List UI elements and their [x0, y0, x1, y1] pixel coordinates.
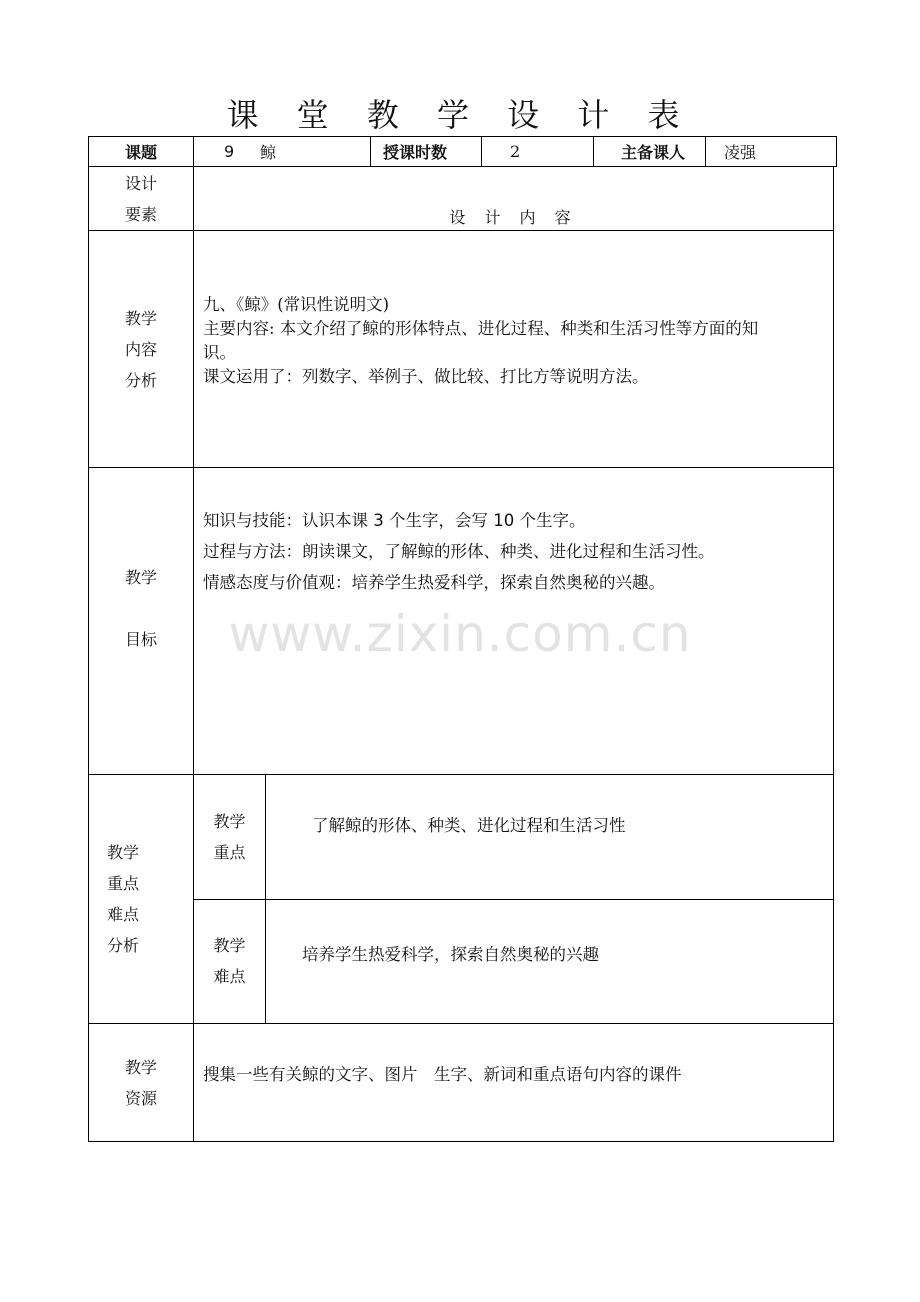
resources-row — [89, 1023, 833, 1141]
design-heading-row — [89, 167, 833, 230]
content-analysis-row — [89, 230, 833, 467]
resources-text: 搜集一些有关鲸的文字、图片 生字、新词和重点语句内容的课件 — [203, 1064, 682, 1084]
topic-name: 鲸 — [260, 143, 277, 162]
focus-row — [194, 775, 833, 899]
design-label — [89, 167, 194, 230]
label-line: 重点 — [107, 874, 140, 893]
label-line: 分析 — [107, 936, 140, 955]
text-line: 情感态度与价值观：培养学生热爱科学，探索自然奥秘的兴趣。 — [203, 573, 665, 592]
header-row — [88, 136, 837, 167]
content-analysis-text — [194, 231, 833, 467]
difficulty-text: 培养学生热爱科学，探索自然奥秘的兴趣 — [302, 945, 599, 965]
key-points-subtable — [194, 775, 833, 1023]
label-line: 教学 — [124, 308, 157, 328]
design-table — [88, 167, 834, 1142]
content-analysis-label — [89, 231, 194, 467]
design-label-line: 设计 — [124, 173, 157, 193]
label-line: 教学 — [124, 568, 157, 587]
key-points-label — [89, 775, 194, 1023]
label-line: 分析 — [124, 370, 157, 390]
design-heading: 设 计 内 容 — [449, 208, 578, 227]
text-line: 课文运用了：列数字、举例子、做比较、打比方等说明方法。 — [203, 367, 649, 386]
hours-label: 授课时数 — [371, 137, 482, 166]
focus-text: 了解鲸的形体、种类、进化过程和生活习性 — [312, 815, 626, 835]
focus-label — [194, 775, 266, 899]
text-line: 九、《鲸》(常识性说明文) — [203, 295, 390, 314]
difficulty-label — [194, 900, 266, 1024]
text-line: 主要内容: 本文介绍了鲸的形体特点、进化过程、种类和生活习性等方面的知 — [203, 319, 759, 338]
label-line: 教学 — [124, 1057, 157, 1077]
label-line: 教学 — [213, 811, 246, 831]
objectives-text — [194, 468, 833, 774]
topic-number: 9 — [224, 142, 235, 161]
page-title: 课 堂 教 学 设 计 表 — [226, 96, 694, 134]
topic-label: 课题 — [89, 137, 194, 166]
label-line: 目标 — [124, 630, 157, 649]
design-label-line: 要素 — [124, 204, 157, 224]
text-line: 过程与方法：朗读课文，了解鲸的形体、种类、进化过程和生活习性。 — [203, 542, 715, 561]
label-line: 难点 — [107, 905, 140, 924]
resources-label — [89, 1024, 194, 1141]
key-points-row — [89, 774, 833, 1023]
difficulty-row — [194, 899, 833, 1024]
topic-value — [194, 137, 371, 166]
label-line: 重点 — [213, 842, 246, 862]
label-line: 内容 — [124, 339, 157, 359]
text-line: 知识与技能：认识本课 3 个生字，会写 10 个生字。 — [203, 511, 586, 530]
label-line: 难点 — [213, 967, 246, 987]
teacher-name: 凌强 — [724, 143, 757, 162]
label-line: 教学 — [213, 936, 246, 956]
objectives-label — [89, 468, 194, 774]
label-line: 资源 — [124, 1088, 157, 1108]
text-line: 识。 — [203, 343, 236, 362]
label-line: 教学 — [107, 843, 140, 862]
hours-value: 2 — [482, 137, 594, 166]
teacher-label: 主备课人 — [594, 137, 706, 166]
objectives-row — [89, 467, 833, 774]
watermark: www.zixin.com.cn — [228, 605, 692, 663]
